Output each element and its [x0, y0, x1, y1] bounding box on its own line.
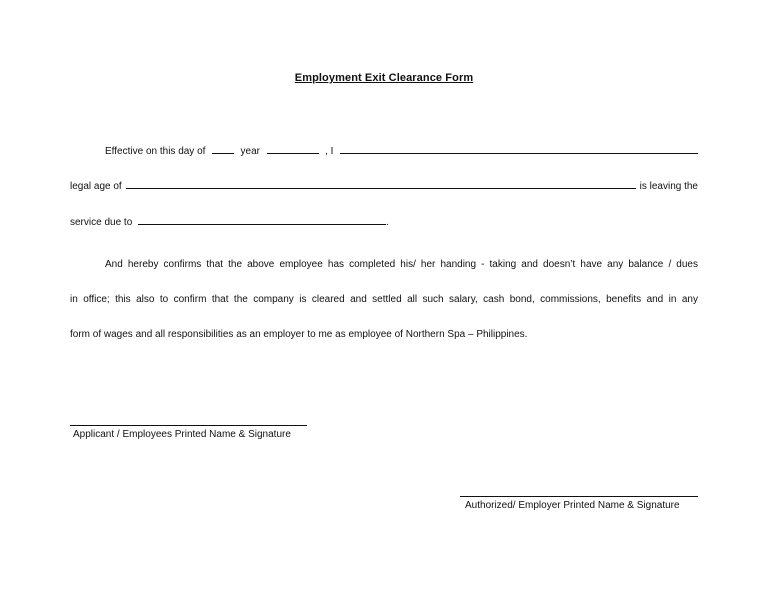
comma-i-label: , I — [325, 146, 334, 157]
para1-line2 — [70, 178, 698, 194]
para2-line1: And hereby confirms that the above employee has completed his/ her handing - taking and doesn’t have any balance / dues — [105, 259, 698, 270]
para1-line3 — [70, 214, 698, 230]
applicant-signature-line[interactable] — [70, 425, 307, 426]
form-title: Employment Exit Clearance Form — [294, 72, 474, 84]
leaving-label: is leaving the — [639, 181, 698, 192]
employer-signature-label: Authorized/ Employer Printed Name & Signature — [465, 500, 680, 511]
legal-age-label: legal age of — [70, 181, 122, 192]
applicant-signature-label: Applicant / Employees Printed Name & Signature — [73, 429, 291, 440]
period-mark: . — [386, 217, 389, 228]
effective-label: Effective on this day of — [105, 146, 206, 157]
reason-blank[interactable] — [138, 214, 386, 225]
employee-name-blank[interactable] — [340, 143, 698, 154]
service-label: service due to — [70, 217, 133, 228]
para1-line1 — [105, 143, 698, 159]
year-label: year — [240, 146, 260, 157]
para2-line2: in office; this also to confirm that the company is cleared and settled all such salary, cash bond, commissions, benefits and in any — [70, 294, 698, 305]
employer-signature-line[interactable] — [460, 496, 698, 497]
day-blank[interactable] — [212, 143, 234, 154]
para2-line3: form of wages and all responsibilities as an employer to me as employee of Northern Spa – Philippines. — [70, 329, 528, 340]
year-blank[interactable] — [267, 143, 319, 154]
legal-age-blank[interactable] — [126, 178, 636, 189]
